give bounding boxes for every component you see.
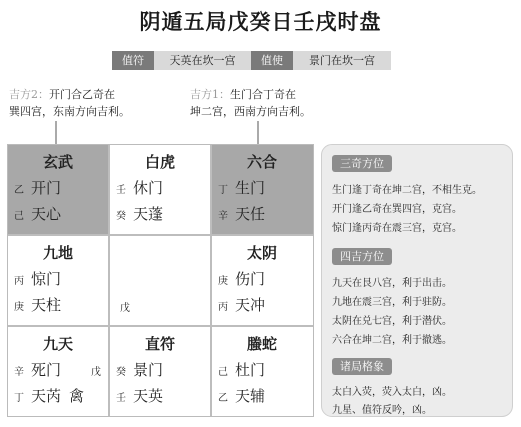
stem: 乙 <box>218 393 228 404</box>
zhishi-label: 值使 <box>251 51 293 70</box>
star: 天芮 <box>31 387 62 405</box>
extra-stem: 戊 <box>91 367 101 378</box>
god-name: 螣蛇 <box>246 335 277 353</box>
analysis-panel <box>321 144 513 417</box>
section-line: 惊门逢丙奇在震三宫，克宫。 <box>332 223 462 234</box>
door: 休门 <box>133 179 164 197</box>
section-title-sijie: 四吉方位 <box>332 248 392 265</box>
palace-kan-1 <box>110 327 210 416</box>
zhifu-value: 天英在坎一宫 <box>154 51 251 70</box>
section-line: 九天在艮八宫，利于出击。 <box>332 278 452 289</box>
god-name: 九地 <box>42 244 73 262</box>
section-line: 太白入荧，荧入太白，凶。 <box>332 387 452 398</box>
palace-xun-4 <box>8 145 108 234</box>
palace-qian-6 <box>212 327 313 416</box>
god-name: 白虎 <box>144 153 175 171</box>
door: 景门 <box>133 361 164 379</box>
note-line: 坤二宫，西南方向吉利。 <box>190 105 311 118</box>
star: 天心 <box>31 205 62 223</box>
note-line: 巽四宫，东南方向吉利。 <box>9 105 130 118</box>
star: 天柱 <box>31 296 62 314</box>
section-line: 九地在震三宫，利于驻防。 <box>332 297 452 308</box>
star: 天辅 <box>235 387 266 405</box>
connector-lines <box>0 0 521 160</box>
note-label: 吉方2： <box>9 88 49 101</box>
door: 开门 <box>31 179 62 197</box>
section-title-geju: 诸局格象 <box>332 358 392 375</box>
star-extra: 禽 <box>69 387 85 405</box>
stem: 丙 <box>14 276 24 287</box>
stem: 丁 <box>14 393 24 404</box>
door: 惊门 <box>31 270 62 288</box>
stem: 丁 <box>218 185 228 196</box>
note-line: 生门合丁奇在 <box>230 88 296 101</box>
palace-gen-8 <box>8 327 108 416</box>
zhishi-value: 景门在坎一宫 <box>293 51 391 70</box>
door: 伤门 <box>235 270 266 288</box>
palace-kun-2 <box>212 145 313 234</box>
star: 天任 <box>235 205 266 223</box>
palace-zhen-3 <box>8 236 108 325</box>
stem: 癸 <box>116 367 126 378</box>
stem: 壬 <box>116 185 126 196</box>
section-line: 生门逢丁奇在坤二宫，不相生克。 <box>332 185 482 196</box>
note-label: 吉方1： <box>190 88 230 101</box>
stem: 辛 <box>14 367 24 378</box>
palace-li-9 <box>110 145 210 234</box>
star: 天冲 <box>235 296 266 314</box>
stem: 己 <box>14 211 24 222</box>
note-line: 开门合乙奇在 <box>49 88 115 101</box>
stem: 乙 <box>14 185 24 196</box>
stem: 庚 <box>14 302 24 313</box>
door: 杜门 <box>235 361 266 379</box>
zhifu-label: 值符 <box>112 51 154 70</box>
grid-divider <box>108 145 110 416</box>
grid-divider <box>210 145 212 416</box>
palace-grid <box>7 144 314 417</box>
god-name: 玄武 <box>42 153 73 171</box>
stem: 辛 <box>218 211 228 222</box>
stem: 壬 <box>116 393 126 404</box>
door: 生门 <box>235 179 266 197</box>
section-title-sanqi: 三奇方位 <box>332 155 392 172</box>
door: 死门 <box>31 361 62 379</box>
section-line: 六合在坤二宫，利于撤逃。 <box>332 335 452 346</box>
section-line: 九星、值符反吟，凶。 <box>332 405 432 416</box>
star: 天英 <box>133 387 164 405</box>
grid-divider <box>8 325 313 327</box>
palace-dui-7 <box>212 236 313 325</box>
stem: 癸 <box>116 211 126 222</box>
stem: 丙 <box>218 302 228 313</box>
star: 天蓬 <box>133 205 164 223</box>
section-line: 太阴在兑七宫，利于潜伏。 <box>332 316 452 327</box>
stem: 己 <box>218 367 228 378</box>
palace-center-5 <box>110 236 210 325</box>
grid-divider <box>8 234 313 236</box>
stem: 庚 <box>218 276 228 287</box>
god-name: 太阴 <box>246 244 277 262</box>
god-name: 直符 <box>144 335 175 353</box>
page-title: 阴遁五局戊癸日壬戌时盘 <box>139 10 382 34</box>
god-name: 六合 <box>246 153 277 171</box>
section-line: 开门逢乙奇在巽四宫，克宫。 <box>332 204 462 215</box>
god-name: 九天 <box>42 335 73 353</box>
center-stem: 戊 <box>120 303 130 314</box>
